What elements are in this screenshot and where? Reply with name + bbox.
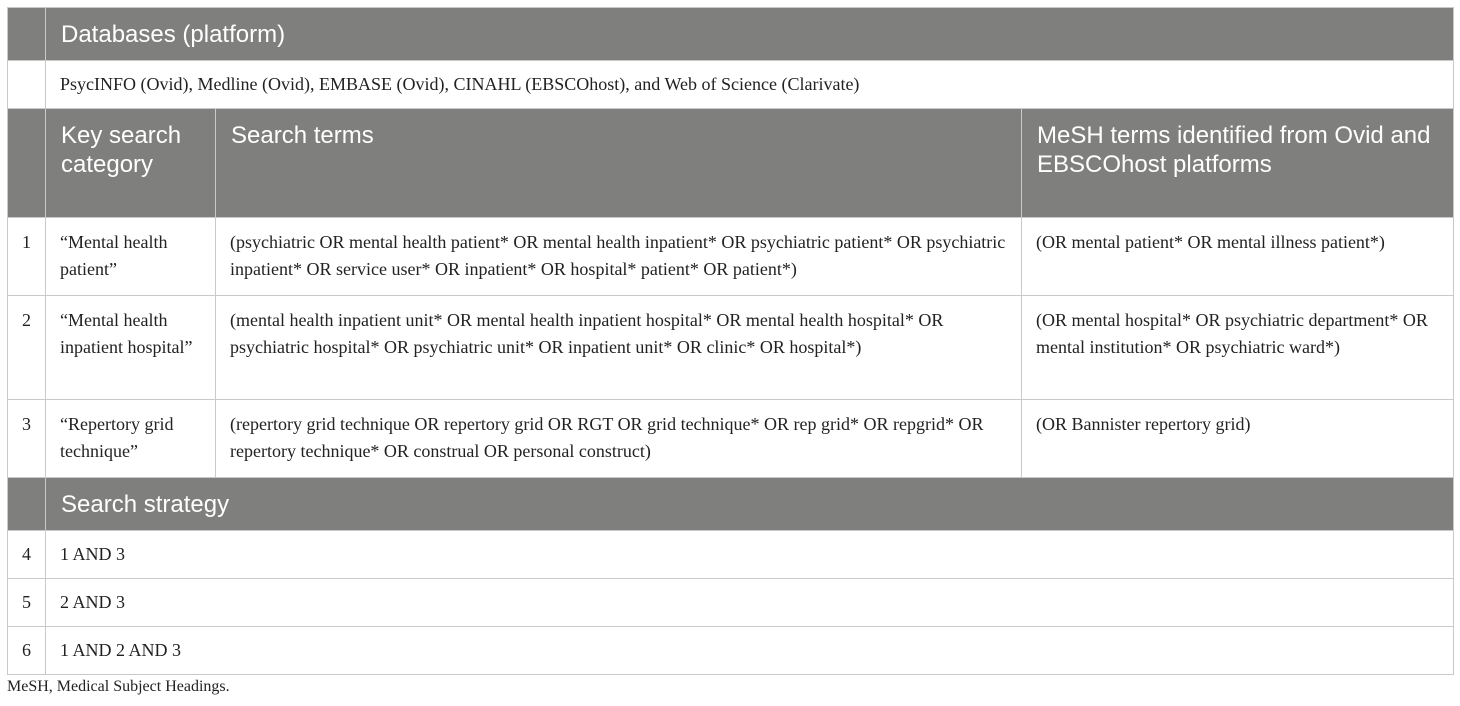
table-row [8,296,1454,400]
row-category: “Mental health inpatient hospital” [46,296,216,400]
databases-list: PsycINFO (Ovid), Medline (Ovid), EMBASE (Ovid), CINAHL (EBSCOhost), and Web of Science (Clarivate) [46,61,1454,109]
databases-header: Databases (platform) [46,8,1454,61]
strategy-header: Search strategy [46,478,1454,531]
strategy-row [8,627,1454,675]
header-num-cell [8,8,46,61]
column-header-category: Key search category [46,109,216,218]
table-row [8,218,1454,296]
strategy-row [8,531,1454,579]
row-mesh: (OR mental hospital* OR psychiatric department* OR mental institution* OR psychiatric ward*) [1022,296,1454,400]
row-terms: (mental health inpatient unit* OR mental health inpatient hospital* OR mental health hospital* OR psychiatric hospital* OR psychiatric unit* OR inpatient unit* OR clinic* OR hospital*) [216,296,1022,400]
row-category: “Repertory grid technique” [46,400,216,478]
column-header-mesh: MeSH terms identified from Ovid and EBSCOhost platforms [1022,109,1454,218]
header-num-cell [8,109,46,218]
row-number: 4 [8,531,46,579]
header-num-cell [8,478,46,531]
strategy-combination: 2 AND 3 [46,579,1454,627]
row-terms: (psychiatric OR mental health patient* OR mental health inpatient* OR psychiatric patient* OR psychiatric inpatient* OR service user* OR inpatient* OR hospital* patient* OR patient*) [216,218,1022,296]
row-mesh: (OR Bannister repertory grid) [1022,400,1454,478]
table-row [8,400,1454,478]
row-number: 2 [8,296,46,400]
row-category: “Mental health patient” [46,218,216,296]
row-terms: (repertory grid technique OR repertory grid OR RGT OR grid technique* OR rep grid* OR repgrid* OR repertory technique* OR construal OR personal construct) [216,400,1022,478]
row-number: 1 [8,218,46,296]
row-number: 5 [8,579,46,627]
databases-row [8,61,1454,109]
strategy-combination: 1 AND 2 AND 3 [46,627,1454,675]
strategy-combination: 1 AND 3 [46,531,1454,579]
databases-header-row [8,8,1454,61]
search-strategy-table [7,7,1453,675]
column-header-row [8,109,1454,218]
row-mesh: (OR mental patient* OR mental illness patient*) [1022,218,1454,296]
row-number: 6 [8,627,46,675]
row-num-cell [8,61,46,109]
table-footnote: MeSH, Medical Subject Headings. [7,678,230,695]
strategy-header-row [8,478,1454,531]
strategy-row [8,579,1454,627]
row-number: 3 [8,400,46,478]
column-header-terms: Search terms [216,109,1022,218]
